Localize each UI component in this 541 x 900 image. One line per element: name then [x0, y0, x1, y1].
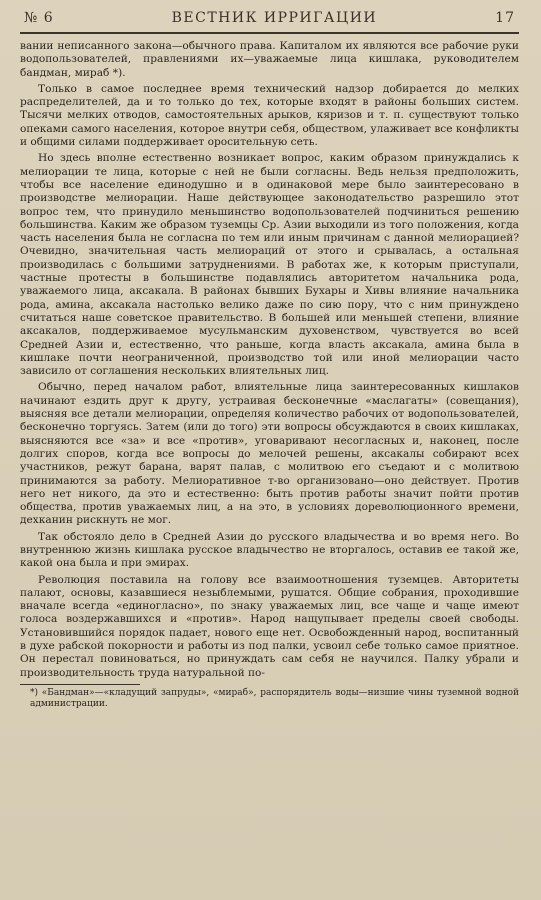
footnote: *) «Бандман»—«кладущий запруды», «мираб», распорядитель воды—низшие чины туземной водной администрации. [30, 687, 519, 709]
running-header [20, 10, 519, 34]
paragraph: Революция поставила на голову все взаимоотношения туземцев. Авторитеты палают, основы, казавшиеся незыблемыми, рушатся. Общие собрания, проходившие вначале всегда «единогласно», по знаку уважаемых лиц, все чаще и чаще имеют голоса воздержавшихся и «против». Народ нащупывает пределы своей свободы. Установившийся порядок падает, нового еще нет. Освобожденный народ, воспитанный в духе рабской покорности и работы из под палки, усвоил себе только самое приятное. Он перестал повиноваться, но принуждать сам себя не научился. Палку убрали и производительность труда натуральной по- [20, 573, 519, 679]
article-body [20, 40, 519, 680]
journal-title: ВЕСТНИК ИРРИГАЦИИ [171, 10, 378, 26]
page-number: 17 [495, 10, 515, 26]
paragraph: Обычно, перед началом работ, влиятельные лица заинтересованных кишлаков начинают ездить друг к другу, устраивая бесконечные «маслагаты» (совещания), выясняя все детали мелиорации, определяя количество рабочих от водопользователей, бесконечно торгуясь. Затем (или до того) эти вопросы обсуждаются в своих кишлаках, выясняются все «за» и все «против», уговаривают несогласных и, наконец, после долгих споров, когда все вопросы до мелочей решены, аксакалы собирают всех участников, режут барана, варят палав, с молитвою его съедают и с молитвою принимаются за работу. Мелиоративное т-во организовано—оно действует. Против него нет никого, да это и естественно: быть против работы значит пойти против общества, против уважаемых лиц, а на это, в условиях дореволюционного времени, дехканин рискнуть не мог. [20, 381, 519, 527]
paragraph: Только в самое последнее время технический надзор добирается до мелких распределителей, да и то только до тех, которые входят в районы больших систем. Тысячи мелких отводов, самостоятельных арыков, кяризов и т. п. существуют только опеками самого населения, которое внутри себя, обществом, улаживает все конфликты и общими силами поддерживает оросительную сеть. [20, 82, 519, 149]
paragraph-continuation: вании неписанного закона—обычного права. Капиталом их являются все рабочие руки водопользователей, правлениями их—уважаемые лица кишлака, руководителем бандман, мираб *). [20, 40, 519, 79]
paragraph: Но здесь вполне естественно возникает вопрос, каким образом принуждались к мелиорации те лица, которые с ней не были согласны. Ведь нельзя предположить, чтобы все население единодушно и в одинаковой мере было заинтересовано в производстве мелиорации. Наше действующее законодательство разрешило этот вопрос тем, что принудило меньшинство водопользователей подчиниться решению большинства. Каким же образом туземцы Ср. Азии выходили из того положения, когда часть населения была не согласна по тем или иным причинам с данной мелиорацией? Очевидно, значительная часть мелиораций от этого и срывалась, а остальная производилась с большими затруднениями. В работах же, к которым приступали, частные протесты в большинстве подавлялись авторитетом начальника рода, уважаемого лица, аксакала. В районах бывших Бухары и Хивы влияние начальника рода, амина, аксакала настолько велико даже по сию пору, что с ним принуждено считаться наше советское правительство. В большей или меньшей степени, влияние аксакалов, поддерживаемое мусульманским духовенством, чувствуется во всей Средней Азии и, естественно, что раньше, когда власть аксакала, амина была в кишлаке почти неограниченной, производство той или иной мелиорации часто зависило от соглашения нескольких влиятельных лиц. [20, 152, 519, 378]
footnote-divider [20, 684, 140, 685]
paragraph: Так обстояло дело в Средней Азии до русского владычества и во время него. Во внутреннюю жизнь кишлака русское владычество не вторгалось, оставив ее такой же, какой она была и при эмирах. [20, 530, 519, 570]
issue-number: № 6 [24, 10, 54, 26]
